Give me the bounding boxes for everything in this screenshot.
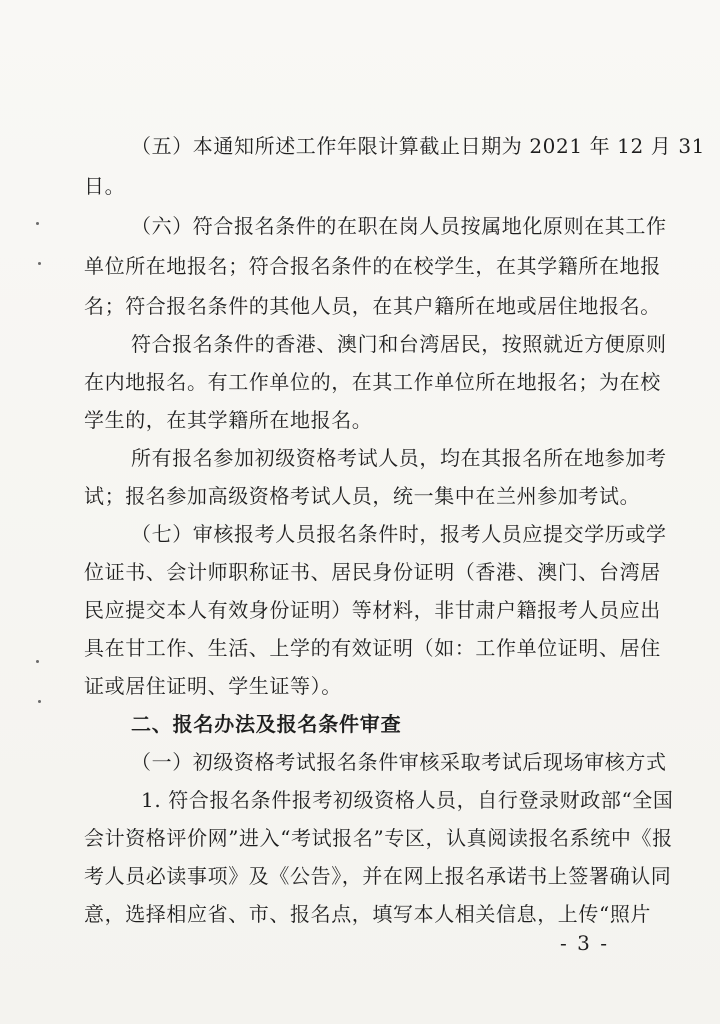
paragraph-line: （六）符合报名条件的在职在岗人员按属地化原则在其工作: [131, 214, 667, 238]
scan-speck: [36, 660, 39, 663]
paragraph-line: 民应提交本人有效身份证明）等材料，非甘肃户籍报考人员应出: [84, 598, 661, 622]
paragraph-line: 位证书、会计师职称证书、居民身份证明（香港、澳门、台湾居: [84, 560, 661, 584]
paragraph-line: 学生的，在其学籍所在地报名。: [84, 408, 373, 432]
paragraph-line: 所有报名参加初级资格考试人员，均在其报名所在地参加考: [131, 446, 667, 470]
page-number: - 3 -: [560, 931, 609, 955]
scan-speck: [38, 700, 41, 703]
paragraph-line: 符合报名条件的香港、澳门和台湾居民，按照就近方便原则: [131, 332, 667, 356]
paragraph-line: 在内地报名。有工作单位的，在其工作单位所在地报名；为在校: [84, 370, 661, 394]
scan-speck: [38, 262, 41, 265]
paragraph-line: 会计资格评价网”进入“考试报名”专区，认真阅读报名系统中《报: [84, 826, 673, 850]
paragraph-line: 日。: [84, 174, 126, 198]
paragraph-line: 试；报名参加高级资格考试人员，统一集中在兰州参加考试。: [84, 484, 641, 508]
paragraph-line: 单位所在地报名；符合报名条件的在校学生，在其学籍所在地报: [84, 254, 661, 278]
section-heading: 二、报名办法及报名条件审查: [131, 712, 402, 736]
paragraph-line: 考人员必读事项》及《公告》，并在网上报名承诺书上签署确认同: [84, 864, 672, 888]
scan-speck: [36, 222, 39, 225]
paragraph-line: 具在甘工作、生活、上学的有效证明（如：工作单位证明、居住: [84, 636, 661, 660]
paragraph-line: （五）本通知所述工作年限计算截止日期为 2021 年 12 月 31: [131, 134, 705, 158]
paragraph-line: （七）审核报考人员报名条件时，报考人员应提交学历或学: [131, 522, 667, 546]
paragraph-line: （一）初级资格考试报名条件审核采取考试后现场审核方式: [131, 750, 667, 774]
paragraph-line: 证或居住证明、学生证等）。: [84, 674, 342, 698]
paragraph-line: 名；符合报名条件的其他人员，在其户籍所在地或居住地报名。: [84, 294, 661, 318]
paragraph-line: 意，选择相应省、市、报名点，填写本人相关信息，上传“照片: [84, 902, 652, 926]
paragraph-line: 1. 符合报名条件报考初级资格人员，自行登录财政部“全国: [141, 788, 674, 812]
